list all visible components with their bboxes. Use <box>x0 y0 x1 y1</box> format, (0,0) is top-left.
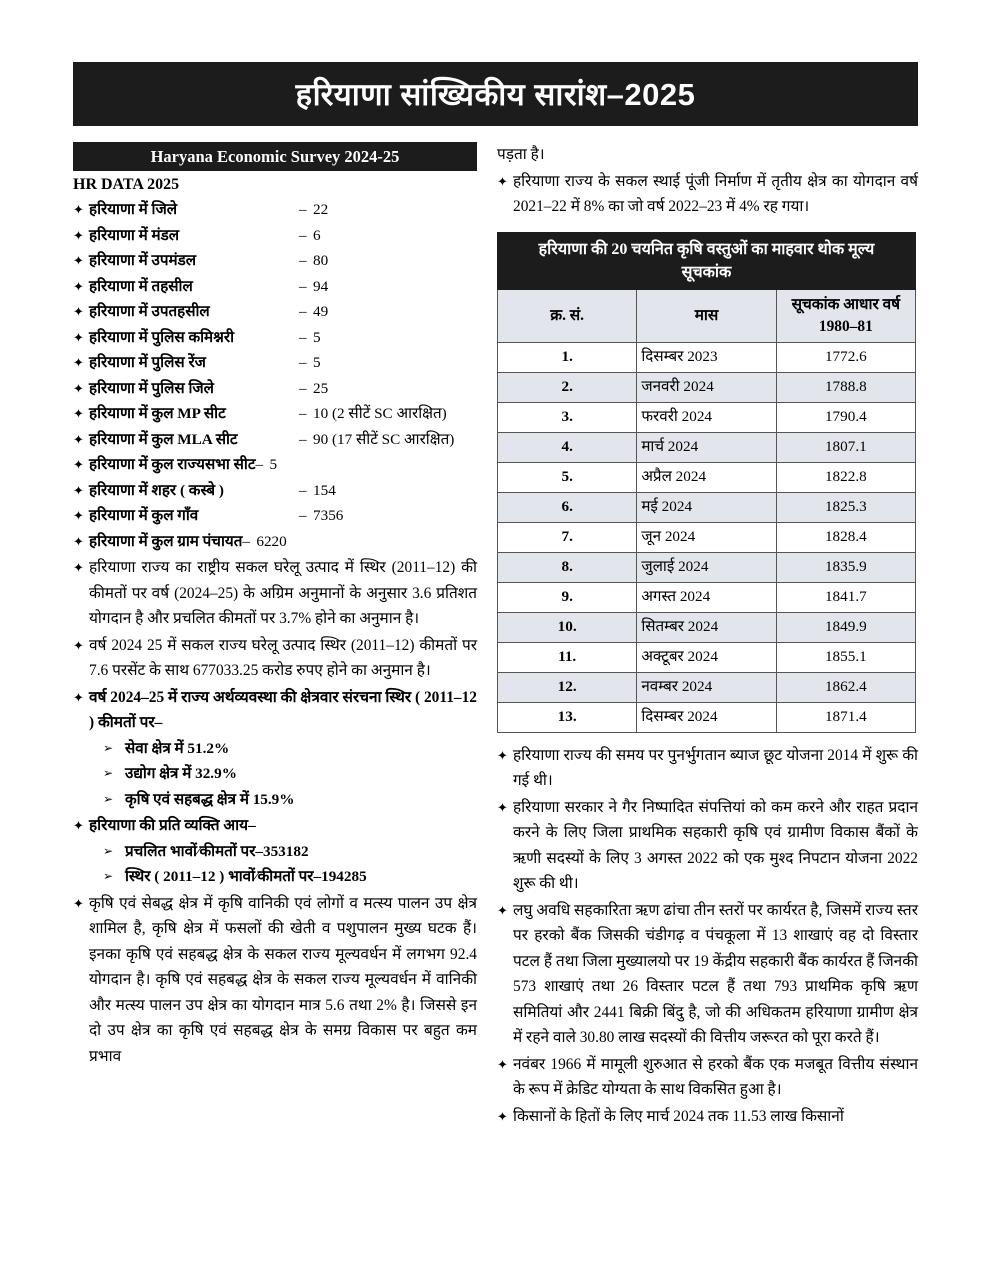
cell-month: अक्टूबर 2024 <box>637 642 776 672</box>
fact-dash: – <box>299 328 307 346</box>
fact-value: 22 <box>313 201 329 218</box>
cell-serial: 1. <box>498 342 637 372</box>
cell-index: 1862.4 <box>776 672 915 702</box>
paragraph-capital-formation <box>497 169 918 220</box>
table-row <box>498 582 916 612</box>
fact-value: 80 <box>313 252 329 269</box>
list-item <box>73 427 477 453</box>
cell-month: जुलाई 2024 <box>637 552 776 582</box>
cell-serial: 8. <box>498 552 637 582</box>
page-title: हरियाणा सांख्यिकीय सारांश–2025 <box>295 77 696 112</box>
page-title-banner <box>73 62 918 126</box>
list-item-sector-industry <box>73 761 477 787</box>
list-item <box>73 529 477 555</box>
bullet-icon: ✦ <box>73 329 84 345</box>
bullet-icon: ✦ <box>73 689 84 705</box>
table-body <box>498 342 916 732</box>
table-row <box>498 672 916 702</box>
paragraph-text: हरियाणा राज्य के सकल स्थाई पूंजी निर्माण में तृतीय क्षेत्र का योगदान वर्ष 2021–22 में 8% का जो वर्ष 2022–23 में 4% रह गया। <box>513 172 918 215</box>
cell-month: मार्च 2024 <box>637 432 776 462</box>
table-title: हरियाणा की 20 चयनित कृषि वस्तुओं का माहवार थोक मूल्य सूचकांक <box>498 232 916 289</box>
bullet-icon: ✦ <box>73 560 84 575</box>
column-header-index-line2: 1980–81 <box>818 317 873 335</box>
bullet-icon: ✦ <box>73 895 84 911</box>
list-item-sector-services <box>73 736 477 762</box>
paragraph-text: कृषि एवं सेबद्ध क्षेत्र में कृषि वानिकी एवं लोगों व मत्स्य पालन उप क्षेत्र शामिल है, कृषि क्षेत्र में फसलों की खेती व पशुपालन मुख्य घटक हैं। इनका कृषि एवं सहबद्ध क्षेत्र के सकल राज्य मूल्यवर्धन में लगभग 92.4 योगदान है। कृषि एवं सहबद्ध क्षेत्र के सकल राज्य मूल्यवर्धन में वानिकी और मत्स्य पालन उप क्षेत्र का योगदान मात्र 5.6 तथा 2% है। जिससे इन दो उप क्षेत्र का कृषि एवं सहबद्ध क्षेत्र के समग्र विकास पर बहुत कम प्रभाव <box>89 894 477 1065</box>
bullet-icon: ✦ <box>73 637 84 653</box>
list-item <box>73 503 477 529</box>
fact-value: 94 <box>313 277 329 295</box>
sub-item-text: स्थिर ( 2011–12 ) भावों⁄कीमतों पर–194285 <box>125 868 367 885</box>
cell-serial: 6. <box>498 492 637 522</box>
fact-dash: – <box>299 303 307 320</box>
fact-label: हरियाणा में शहर ( कस्बे ) <box>89 481 224 499</box>
table-row <box>498 552 916 582</box>
paragraph-farmers <box>497 1104 918 1130</box>
fact-label: हरियाणा में पुलिस जिले <box>89 379 214 397</box>
fact-dash: – <box>299 252 307 269</box>
paragraph-income-heading <box>73 813 477 839</box>
list-item <box>73 248 477 274</box>
bullet-icon: ✦ <box>73 482 84 498</box>
fact-dash: – <box>299 405 307 422</box>
cell-month: फरवरी 2024 <box>637 402 776 432</box>
fact-value: 6 <box>313 226 321 244</box>
paragraph-text: नवंबर 1966 में मामूली शुरुआत से हरको बैंक एक मजबूत वित्तीय संस्थान के रूप में क्रेडिट योग्यता के साथ विकसित हुआ है। <box>513 1055 918 1098</box>
bullet-icon: ✦ <box>497 799 508 815</box>
paragraph-text: हरियाणा की प्रति व्यक्ति आय– <box>89 817 256 834</box>
table-row <box>498 342 916 372</box>
cell-index: 1835.9 <box>776 552 915 582</box>
bullet-icon: ✦ <box>73 202 84 217</box>
fact-value: 6220 <box>256 532 287 550</box>
table-row <box>498 702 916 732</box>
fact-label: हरियाणा में मंडल <box>89 226 180 244</box>
fact-dash: – <box>242 532 250 550</box>
bullet-icon: ✦ <box>73 406 84 421</box>
cell-index: 1788.8 <box>776 372 915 402</box>
column-header-index-line1: सूचकांक आधार वर्ष <box>791 295 901 313</box>
fact-value: 10 (2 सीटें SC आरक्षित) <box>313 405 447 422</box>
cell-index: 1790.4 <box>776 402 915 432</box>
arrow-right-icon: ➢ <box>103 791 114 806</box>
list-item <box>73 478 477 504</box>
paragraph-sector-heading <box>73 685 477 736</box>
paragraph-text: किसानों के हितों के लिए मार्च 2024 तक 11.53 लाख किसानों <box>513 1107 844 1125</box>
list-item <box>73 376 477 402</box>
fact-label: हरियाणा में कुल MLA सीट <box>89 430 238 448</box>
bullet-icon: ✦ <box>497 1056 508 1072</box>
paragraph-text: हरियाणा राज्य की समय पर पुनर्भुगतान ब्याज छूट योजना 2014 में शुरू की गई थी। <box>513 746 918 789</box>
list-item <box>73 401 477 427</box>
cell-serial: 10. <box>498 612 637 642</box>
list-item <box>73 350 477 376</box>
cell-month: मई 2024 <box>637 492 776 522</box>
fact-value: 7356 <box>313 507 344 524</box>
table-row <box>498 402 916 432</box>
paragraph-text: वर्ष 2024 25 में सकल राज्य घरेलू उत्पाद स्थिर (2011–12) कीमतों पर 7.6 परसेंट के साथ 677033.25 करोड रुपए होने का अनुमान है। <box>89 636 477 679</box>
cell-serial: 3. <box>498 402 637 432</box>
paragraph-text: हरियाणा राज्य का राष्ट्रीय सकल घरेलू उत्पाद में स्थिर (2011–12) की कीमतों पर वर्ष (2024–25) के अग्रिम अनुमानों के अनुसार 3.6 प्रतिशत योगदान है और प्रचलित कीमतों पर 3.7% होने का अनुमान है। <box>89 559 477 627</box>
section-label: HR DATA 2025 <box>73 176 180 193</box>
bullet-icon: ✦ <box>497 173 508 189</box>
fact-value: 5 <box>313 354 321 371</box>
cell-index: 1841.7 <box>776 582 915 612</box>
paragraph-gdp-national <box>73 555 477 632</box>
wholesale-price-index-table <box>497 232 916 733</box>
fact-value: 25 <box>313 379 329 397</box>
paragraph-text: वर्ष 2024–25 में राज्य अर्थव्यवस्था की क्षेत्रवार संरचना स्थिर ( 2011–12 ) कीमतों पर– <box>89 688 477 731</box>
fact-label: हरियाणा में उपमंडल <box>89 252 196 269</box>
sub-item-text: प्रचलित भावों⁄कीमतों पर–353182 <box>125 842 309 860</box>
column-header-serial: क्र. सं. <box>498 289 637 342</box>
cell-index: 1871.4 <box>776 702 915 732</box>
list-item-income-constant <box>73 864 477 890</box>
paragraph-npa-settlement <box>497 795 918 897</box>
cell-month: दिसम्बर 2023 <box>637 342 776 372</box>
fact-value: 5 <box>269 456 278 473</box>
cell-month: नवम्बर 2024 <box>637 672 776 702</box>
bullet-icon: ✦ <box>73 818 84 833</box>
fact-label: हरियाणा में पुलिस रेंज <box>89 354 206 371</box>
cell-serial: 7. <box>498 522 637 552</box>
cell-index: 1849.9 <box>776 612 915 642</box>
list-item <box>73 274 477 300</box>
fact-dash: – <box>299 201 307 218</box>
fact-dash: – <box>299 481 307 499</box>
bullet-icon: ✦ <box>73 457 84 472</box>
cell-index: 1828.4 <box>776 522 915 552</box>
cell-month: अप्रैल 2024 <box>637 462 776 492</box>
bullet-icon: ✦ <box>497 1108 508 1124</box>
paragraph-cooperative-credit <box>497 898 918 1051</box>
arrow-right-icon: ➢ <box>103 740 114 755</box>
table-row <box>498 522 916 552</box>
fact-value: 49 <box>313 303 329 320</box>
right-column <box>497 142 918 1129</box>
list-item-income-current <box>73 839 477 865</box>
fact-dash: – <box>299 507 307 524</box>
list-item <box>73 325 477 351</box>
cell-serial: 9. <box>498 582 637 612</box>
fact-value: 90 (17 सीटें SC आरक्षित) <box>313 430 455 448</box>
survey-banner-label: Haryana Economic Survey 2024-25 <box>150 146 400 166</box>
survey-banner <box>73 142 477 171</box>
cell-index: 1855.1 <box>776 642 915 672</box>
bullet-icon: ✦ <box>497 902 508 918</box>
list-item <box>73 452 477 478</box>
list-item <box>73 197 477 223</box>
fact-value: 154 <box>313 481 336 499</box>
bullet-icon: ✦ <box>73 533 84 549</box>
continuation-text: पड़ता है। <box>497 146 545 163</box>
fact-dash: – <box>299 226 307 244</box>
arrow-right-icon: ➢ <box>103 766 114 780</box>
cell-index: 1822.8 <box>776 462 915 492</box>
cell-serial: 2. <box>498 372 637 402</box>
cell-index: 1772.6 <box>776 342 915 372</box>
paragraph-interest-subvention <box>497 743 918 794</box>
paragraph-gsdp <box>73 633 477 684</box>
bullet-icon: ✦ <box>73 431 84 447</box>
cell-serial: 11. <box>498 642 637 672</box>
fact-label: हरियाणा में कुल ग्राम पंचायत <box>89 532 243 550</box>
paragraph-agriculture-allied <box>73 891 477 1070</box>
paragraph-text: लघु अवधि सहकारिता ऋण ढांचा तीन स्तरों पर कार्यरत है, जिसमें राज्य स्तर पर हरको बैंक जिसकी चंडीगढ़ व पंचकूला में 13 शाखाएं वह दो विस्तार पटल हैं तथा जिला मुख्यालयो पर 19 केंद्रीय सहकारी बैंक कार्यरत हैं जिनकी 573 शाखाएं तथा 26 विस्तार पटल हैं तथा 793 प्राथमिक कृषि ऋण समितियां और 2441 बिक्री बिंदु है, जो की अधिकतम हरियाणा ग्रामीण क्षेत्र में रहने वाले 30.80 लाख सदस्यों की वित्तीय जरूरत को पूरा करते हैं। <box>513 901 918 1046</box>
cell-serial: 13. <box>498 702 637 732</box>
sub-item-text: कृषि एवं सहबद्ध क्षेत्र में 15.9% <box>125 790 295 808</box>
fact-value: 5 <box>313 328 321 346</box>
cell-month: अगस्त 2024 <box>637 582 776 612</box>
cell-serial: 5. <box>498 462 637 492</box>
bullet-icon: ✦ <box>73 227 84 243</box>
fact-dash: – <box>299 379 307 397</box>
table-row <box>498 432 916 462</box>
bullet-icon: ✦ <box>73 304 84 319</box>
column-header-month: मास <box>637 289 776 342</box>
sub-item-text: सेवा क्षेत्र में 51.2% <box>125 739 230 757</box>
fact-label: हरियाणा में कुल MP सीट <box>89 405 226 422</box>
arrow-right-icon: ➢ <box>103 843 114 858</box>
fact-label: हरियाणा में तहसील <box>89 277 193 295</box>
paragraph-text: हरियाणा सरकार ने गैर निष्पादित संपत्तियां को कम करने और राहत प्रदान करने के लिए जिला प्राथमिक सहकारी कृषि एवं ग्रामीण विकास बैंकों के ऋणी सदस्यों के लिए 3 अगस्त 2022 को एक मुश्द निपटान योजना 2022 शुरू की थी। <box>513 798 918 892</box>
cell-index: 1825.3 <box>776 492 915 522</box>
table-row <box>498 462 916 492</box>
fact-label: हरियाणा में जिले <box>89 201 178 218</box>
list-item-sector-agriculture <box>73 787 477 813</box>
left-column <box>73 142 477 1069</box>
table-row <box>498 612 916 642</box>
list-item <box>73 223 477 249</box>
fact-label: हरियाणा में कुल राज्यसभा सीट <box>89 456 256 473</box>
cell-index: 1807.1 <box>776 432 915 462</box>
cell-month: सितम्बर 2024 <box>637 612 776 642</box>
table-row <box>498 642 916 672</box>
fact-label: हरियाणा में पुलिस कमिश्नरी <box>89 328 235 346</box>
bullet-icon: ✦ <box>73 278 84 294</box>
cell-month: जून 2024 <box>637 522 776 552</box>
bullet-icon: ✦ <box>73 380 84 396</box>
cell-serial: 4. <box>498 432 637 462</box>
column-header-index <box>776 289 915 342</box>
bullet-icon: ✦ <box>73 355 84 370</box>
fact-label: हरियाणा में उपतहसील <box>89 303 210 320</box>
paragraph-harco-bank <box>497 1052 918 1103</box>
hr-data-fact-list <box>73 197 477 554</box>
cell-month: दिसम्बर 2024 <box>637 702 776 732</box>
bullet-icon: ✦ <box>73 508 84 523</box>
table-row <box>498 372 916 402</box>
cell-serial: 12. <box>498 672 637 702</box>
fact-label: हरियाणा में कुल गाँव <box>89 507 199 524</box>
fact-dash: – <box>299 277 307 295</box>
fact-dash: – <box>255 456 264 473</box>
fact-dash: – <box>299 354 307 371</box>
bullet-icon: ✦ <box>73 253 84 268</box>
bullet-icon: ✦ <box>497 747 508 763</box>
list-item <box>73 299 477 325</box>
arrow-right-icon: ➢ <box>103 869 114 883</box>
sub-item-text: उद्योग क्षेत्र में 32.9% <box>125 765 237 782</box>
fact-dash: – <box>299 430 307 448</box>
table-row <box>498 492 916 522</box>
cell-month: जनवरी 2024 <box>637 372 776 402</box>
